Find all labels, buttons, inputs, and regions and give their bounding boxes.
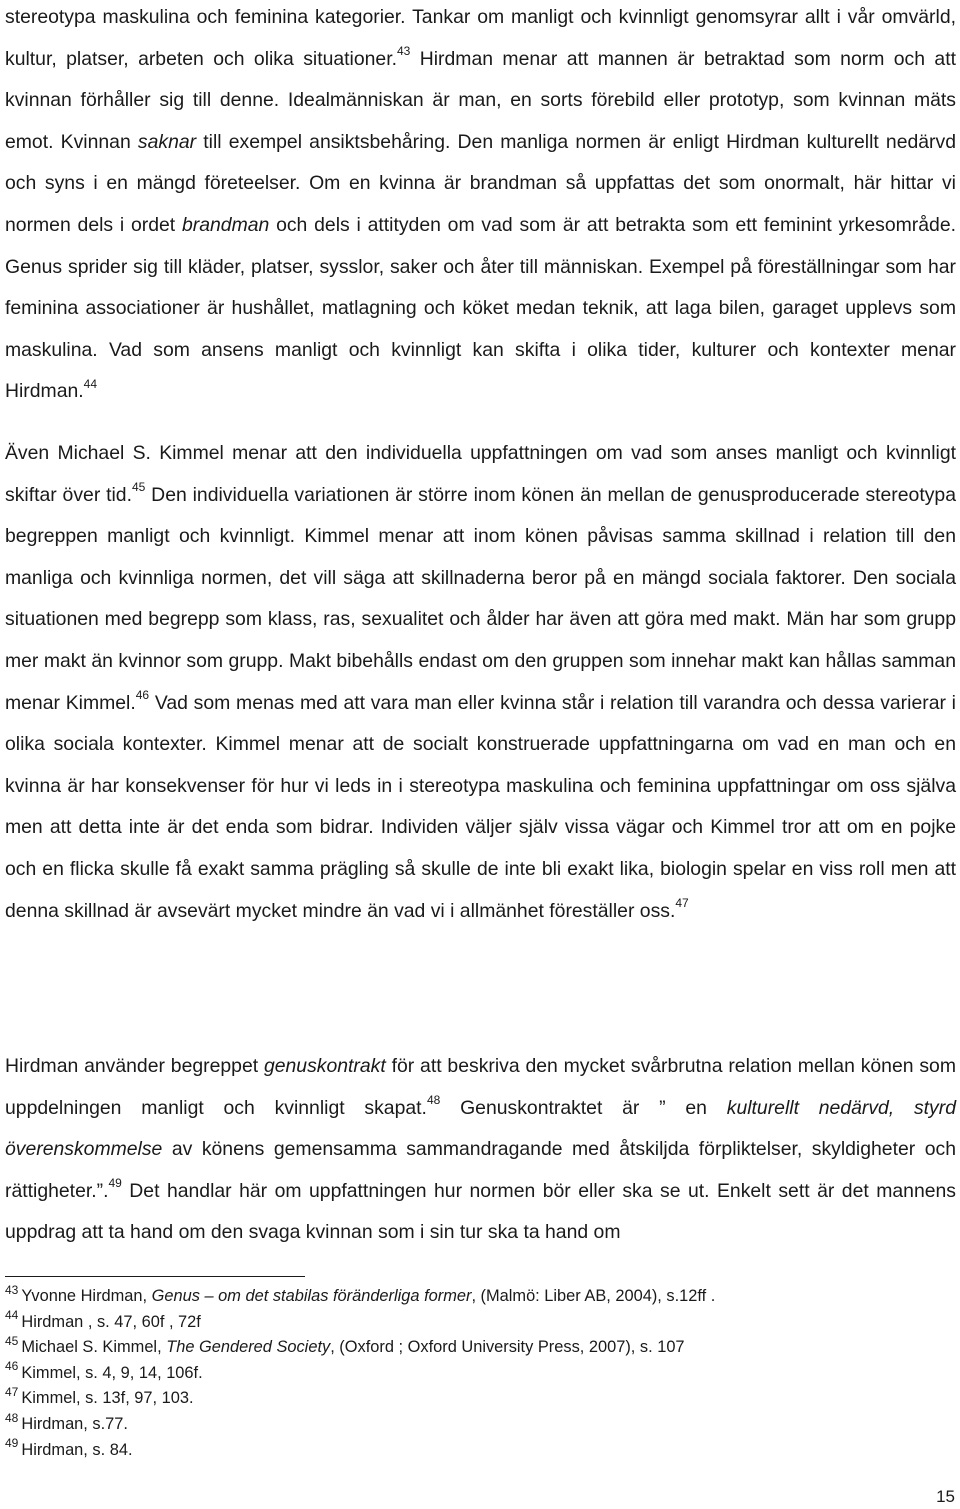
text-run: och dels i attityden om vad som är att betrakta som ett feminint yrkesområde. Genus sprider sig till kläder, platser, sysslor, saker och åter till människan. Exempel på föreställningar som har feminina associationer är hushållet, matlagning och köket medan teknik, att laga bilen, garaget upplevs som maskulina. Vad som ansens manligt och kvinnligt kan skifta i olika tider, kulturer och kontexter menar Hirdman.: [5, 213, 956, 403]
emphasized-text: kulturellt nedärvd, styrd överenskommelse: [5, 1096, 956, 1161]
text-run: Michael S. Kimmel,: [21, 1338, 167, 1357]
footnote-number: 46: [5, 1359, 19, 1374]
text-run: Hirdman, s.77.: [21, 1414, 128, 1433]
text-run: Hirdman använder begreppet: [5, 1055, 264, 1077]
footnote-number: 45: [5, 1333, 19, 1348]
page-number: 15: [936, 1487, 955, 1506]
footnote-item: [5, 1310, 945, 1336]
emphasized-text: Genus – om det stabilas föränderliga former: [151, 1287, 472, 1305]
footnote-number: 43: [5, 1282, 19, 1297]
body-paragraph-1: [5, 0, 956, 413]
text-run: , (Oxford ; Oxford University Press, 2007), s. 107: [330, 1338, 685, 1357]
paragraph-text: [5, 1046, 956, 1254]
footnote-item: [5, 1361, 945, 1387]
text-run: stereotypa maskulina och feminina kategorier. Tankar om manligt och kvinnligt genomsyrar allt i vår omvärld, kultur, platser, arbeten och olika situationer.: [5, 6, 956, 70]
text-run: Vad som menas med att vara man eller kvinna står i relation till varandra och dessa varierar i olika sociala kontexter. Kimmel menar att de socialt konstruerade uppfattningarna om vad en man och en kvinna är har konsekvenser för hur vi leds in i stereotypa maskulina och feminina uppfattningar om oss själva men att detta inte är det enda som bidrar. Individen väljer själv vissa vägar och Kimmel tror att om en pojke och en flicka skulle få exakt samma prägling så skulle de inte bli exakt lika, biologin spelar en viss roll men att denna skillnad är avsevärt mycket mindre än vad vi i allmänhet föreställer oss.: [5, 691, 956, 922]
footnote-separator: [5, 1276, 305, 1277]
footnote-item: [5, 1335, 945, 1361]
footnote-reference[interactable]: 47: [675, 896, 689, 911]
footnote-item: [5, 1284, 945, 1310]
footnote-reference[interactable]: 48: [426, 1093, 441, 1108]
footnote-number: 47: [5, 1384, 19, 1399]
footnote-number: 48: [5, 1410, 19, 1425]
footnote-number: 44: [5, 1308, 19, 1323]
text-run: till exempel ansiktsbehåring. Den manliga normen är enligt Hirdman kulturellt nedärvd och syns i en mängd företeelser. Om en kvinna är brandman så uppfattas det som onormalt, här hittar vi normen dels i ordet: [5, 130, 956, 236]
footnotes-section: [5, 1284, 945, 1463]
footnote-item: [5, 1412, 945, 1438]
text-run: Även Michael S. Kimmel menar att den individuella uppfattningen om vad som anses manligt och kvinnligt skiftar över tid.: [5, 442, 956, 506]
emphasized-text: The Gendered Society: [166, 1338, 331, 1357]
text-run: Kimmel, s. 13f, 97, 103.: [21, 1389, 194, 1408]
text-run: Hirdman menar att mannen är betraktad som norm och att kvinnan förhåller sig till denne. Idealmänniskan är man, en sorts förebild eller prototyp, som kvinnan mäts emot. Kvinnan: [5, 47, 956, 153]
paragraph-text: [5, 0, 956, 413]
text-run: av könens gemensamma sammandragande med åtskiljda förpliktelser, skyldigheter och rättigheter.”.: [5, 1138, 956, 1202]
text-run: , (Malmö: Liber AB, 2004), s.12ff .: [471, 1287, 716, 1305]
text-run: Hirdman, s. 84.: [21, 1440, 133, 1459]
body-paragraph-3: [5, 1046, 956, 1254]
text-run: Kimmel, s. 4, 9, 14, 106f.: [21, 1363, 203, 1382]
text-run: Det handlar här om uppfattningen hur normen bör eller ska se ut. Enkelt sett är det mannens uppdrag att ta hand om den svaga kvinnan som i sin tur ska ta hand om: [5, 1179, 956, 1244]
footnote-reference[interactable]: 43: [396, 44, 411, 59]
text-run: Den individuella variationen är större inom könen än mellan de genusproducerade stereotypa begreppen manligt och kvinnligt. Kimmel menar att inom könen påvisas samma skillnad i relation till den manliga och kvinnliga normen, det vill säga att skillnaderna beror på en mängd sociala faktorer. Den sociala situationen med begrepp som klass, ras, sexualitet och ålder har även att göra med makt. Män har som grupp mer makt än kvinnor som grupp. Makt bibehålls endast om den gruppen som innehar makt kan hållas samman menar Kimmel.: [5, 483, 956, 714]
emphasized-text: brandman: [181, 213, 270, 236]
footnote-reference[interactable]: 45: [131, 480, 146, 495]
footnote-reference[interactable]: 44: [83, 376, 98, 391]
emphasized-text: saknar: [137, 130, 197, 153]
footnote-number: 49: [5, 1436, 19, 1451]
footnote-item: [5, 1438, 945, 1464]
text-run: för att beskriva den mycket svårbrutna relation mellan könen som uppdelningen manligt och kvinnligt skapat.: [5, 1055, 956, 1119]
footnote-reference[interactable]: 46: [135, 688, 150, 703]
text-run: Yvonne Hirdman,: [21, 1287, 152, 1305]
footnote-reference[interactable]: 49: [108, 1176, 122, 1191]
paragraph-text: [5, 433, 956, 932]
emphasized-text: genuskontrakt: [263, 1055, 386, 1077]
footnote-item: [5, 1386, 945, 1412]
body-paragraph-2: [5, 433, 956, 932]
text-run: Genuskontraktet är ” en: [440, 1096, 727, 1119]
text-run: Hirdman , s. 47, 60f , 72f: [21, 1312, 201, 1331]
